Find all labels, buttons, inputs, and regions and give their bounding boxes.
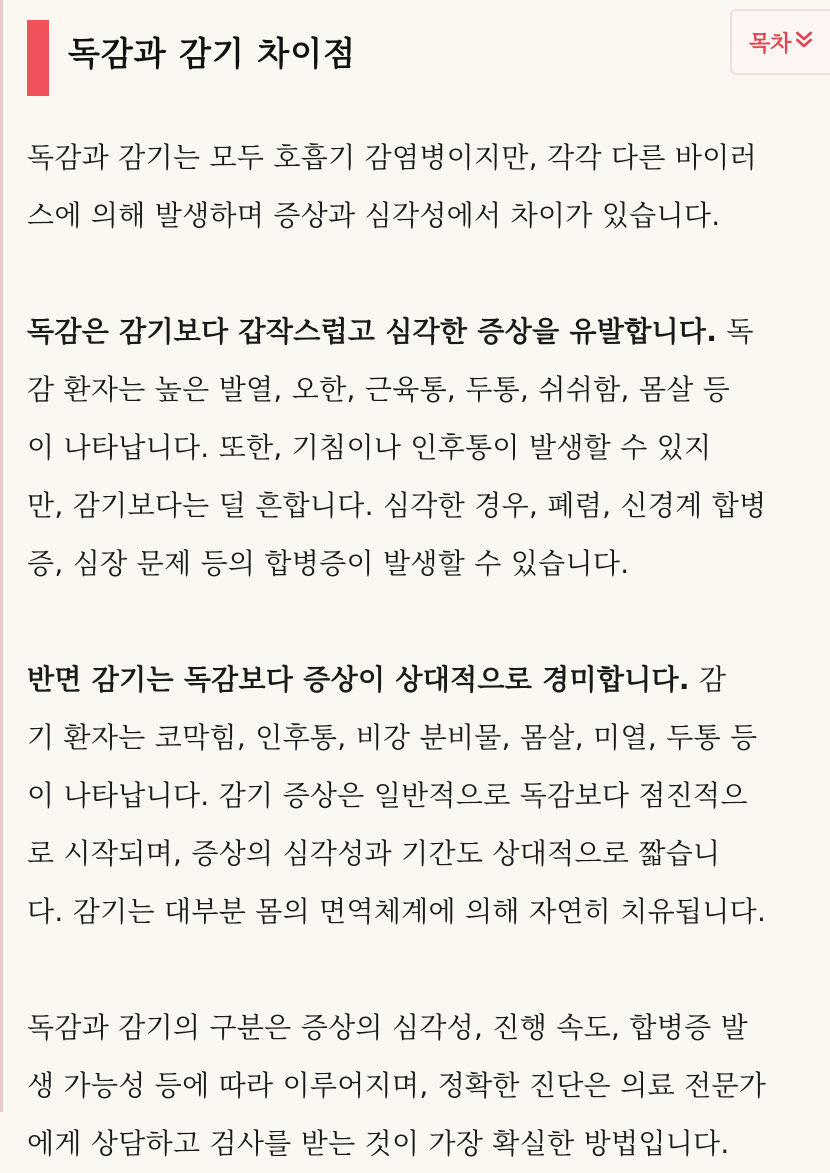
text-line: 이 나타납니다. 또한, 기침이나 인후통이 발생할 수 있지 — [27, 431, 712, 464]
emphasis-text: 독감은 감기보다 갑작스럽고 심각한 증상을 유발합니다. — [27, 315, 718, 348]
toc-button[interactable] — [730, 9, 830, 75]
text-line: 이 나타납니다. 감기 증상은 일반적으로 독감보다 점진적으 — [27, 779, 748, 812]
text-segment: 감 — [689, 663, 727, 696]
text-line: 스에 의해 발생하며 증상과 심각성에서 차이가 있습니다. — [27, 199, 721, 232]
text-line: 만, 감기보다는 덜 흔합니다. 심각한 경우, 폐렴, 신경계 합병 — [27, 489, 767, 522]
text-line: 증, 심장 문제 등의 합병증이 발생할 수 있습니다. — [27, 547, 630, 580]
text-line: 에게 상담하고 검사를 받는 것이 가장 확실한 방법입니다. — [27, 1127, 730, 1160]
section-heading: 독감과 감기 차이점 — [68, 34, 357, 73]
paragraph-intro — [27, 129, 817, 245]
text-line: 감 환자는 높은 발열, 오한, 근육통, 두통, 쉬쉬함, 몸살 등 — [27, 373, 731, 406]
text-line — [27, 303, 817, 361]
text-line: 생 가능성 등에 따라 이루어지며, 정확한 진단은 의료 전문가 — [27, 1069, 767, 1102]
text-line — [27, 651, 817, 709]
emphasis-text: 반면 감기는 독감보다 증상이 상대적으로 경미합니다. — [27, 663, 690, 696]
text-line: 기 환자는 코막힘, 인후통, 비강 분비물, 몸살, 미열, 두통 등 — [27, 721, 758, 754]
article-body — [27, 129, 817, 1173]
paragraph-flu — [27, 303, 817, 593]
text-line: 독감과 감기의 구분은 증상의 심각성, 진행 속도, 합병증 발 — [27, 1011, 749, 1044]
toc-label: 목차 — [749, 31, 792, 57]
left-edge-border — [0, 0, 3, 1112]
text-segment: 독 — [717, 315, 754, 348]
text-line: 로 시작되며, 증상의 심각성과 기간도 상대적으로 짧습니 — [27, 837, 721, 870]
heading-accent-bar — [27, 20, 49, 96]
paragraph-cold — [27, 651, 817, 941]
text-line: 다. 감기는 대부분 몸의 면역체계에 의해 자연히 치유됩니다. — [27, 895, 767, 928]
text-line: 독감과 감기는 모두 호흡기 감염병이지만, 각각 다른 바이러 — [27, 141, 757, 174]
chevron-double-down-icon — [795, 31, 813, 53]
paragraph-conclusion — [27, 999, 817, 1173]
